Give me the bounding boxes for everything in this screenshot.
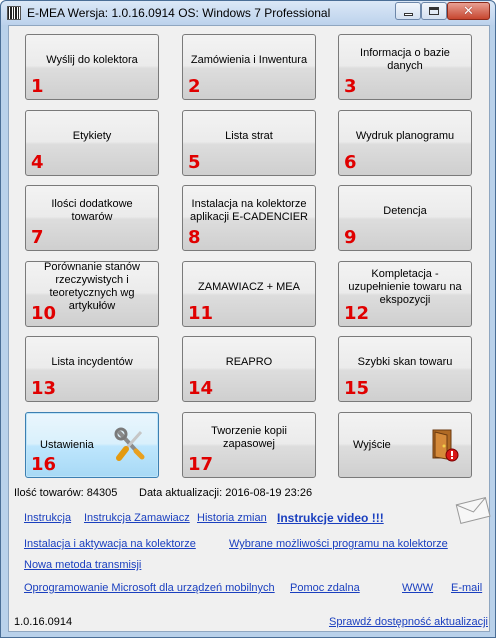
tile-number: 8 [188,227,201,248]
tile-label: Kompletacja - uzupełnienie towaru na ekspozycji [348,267,462,306]
maximize-button[interactable] [421,2,447,20]
link-pomoc-zdalna[interactable]: Pomoc zdalna [290,582,360,594]
tile-reapro-button[interactable] [182,336,316,402]
tile-label: REAPRO [225,355,273,368]
tile-label: Lista incydentów [51,355,133,368]
tile-label: Etykiety [72,129,112,142]
tile-informacja-o-bazie-danych-button[interactable] [338,34,472,100]
tile-label: Wyjście [353,438,391,451]
tile-number: 3 [344,76,357,97]
link-instrukcja[interactable]: Instrukcja [24,512,72,524]
link-nowa-metoda-transmisji[interactable]: Nowa metoda transmisji [24,559,142,571]
version-label: 1.0.16.0914 [14,616,73,628]
envelope-icon[interactable] [455,495,491,525]
tile-number: 9 [344,227,357,248]
tile-lista-strat-button[interactable] [182,110,316,176]
tile-detencja-button[interactable] [338,185,472,251]
tile-number: 5 [188,152,201,173]
tile-label: Lista strat [225,129,273,142]
close-button[interactable] [447,2,490,20]
tile-label: Ilości dodatkowe towarów [51,198,133,223]
link-mozliwosci-programu[interactable]: Wybrane możliwości programu na kolektorze [229,538,448,550]
tile-label: Informacja o bazie danych [360,47,450,72]
link-email[interactable]: E-mail [451,582,483,594]
minimize-button[interactable] [395,2,421,20]
close-icon: ✕ [463,3,474,19]
tile-label: Porównanie stanów rzeczywistych i teoretycznych wg artykułów [43,261,140,312]
tile-etykiety-button[interactable] [25,110,159,176]
tile-number: 15 [344,378,370,399]
tile-zamowienia-i-inwentura-button[interactable] [182,34,316,100]
minimize-icon [404,13,413,16]
tile-tworzenie-kopii-zapasowej-button[interactable] [182,412,316,478]
tile-label: Instalacja na kolektorze aplikacji E-CADENCIER [190,198,308,223]
exit-door-icon [427,427,461,463]
tile-number: 4 [31,152,44,173]
tile-number: 6 [344,152,357,173]
tile-number: 13 [31,378,57,399]
link-check-update[interactable]: Sprawdź dostępność aktualizacji [329,616,488,628]
link-historia-zmian[interactable]: Historia zmian [197,512,267,524]
link-instrukcje-video[interactable]: Instrukcje video !!! [277,511,384,525]
tile-lista-incydentow-button[interactable] [25,336,159,402]
tile-label: Tworzenie kopii zapasowej [211,425,287,450]
tile-wyjscie-button[interactable] [338,412,472,478]
update-date: Data aktualizacji: 2016-08-19 23:26 [139,487,313,499]
tile-label: Szybki skan towaru [357,355,453,368]
tile-number: 10 [31,303,57,324]
tile-number: 12 [344,303,370,324]
tile-wydruk-planogramu-button[interactable] [338,110,472,176]
tile-szybki-skan-towaru-button[interactable] [338,336,472,402]
tile-label: Ustawienia [40,438,94,451]
title-bar[interactable] [1,1,495,25]
tile-label: Wydruk planogramu [355,129,455,142]
tile-number: 11 [188,303,214,324]
tools-icon [114,427,148,463]
tile-porownanie-stanow-rzeczywistych-i-teoret-button[interactable] [25,261,159,327]
tile-number: 1 [31,76,44,97]
window-title: E-MEA Wersja: 1.0.16.0914 OS: Windows 7 Professional [27,6,331,20]
app-barcode-icon [7,6,21,20]
tile-label: ZAMAWIACZ + MEA [198,280,300,293]
tile-kompletacja-uzupelnienie-towaru-na-ekspo-button[interactable] [338,261,472,327]
tile-zamawiacz-mea-button[interactable] [182,261,316,327]
tile-ilosci-dodatkowe-towarow-button[interactable] [25,185,159,251]
tile-ustawienia-button[interactable] [25,412,159,478]
maximize-icon [429,7,439,15]
tile-instalacja-na-kolektorze-aplikacji-e-cad-button[interactable] [182,185,316,251]
link-instrukcja-zamawiacz[interactable]: Instrukcja Zamawiacz [84,512,190,524]
tile-number: 17 [188,454,214,475]
link-oprogramowanie-microsoft[interactable]: Oprogramowanie Microsoft dla urządzeń mobilnych [24,582,275,594]
tile-number: 7 [31,227,44,248]
tile-number: 2 [188,76,201,97]
item-count: Ilość towarów: 84305 [14,487,118,499]
tile-label: Wyślij do kolektora [46,53,138,66]
tile-number: 16 [31,454,57,475]
tile-label: Detencja [383,204,427,217]
main-panel [8,25,490,632]
tile-label: Zamówienia i Inwentura [190,53,308,66]
tile-number: 14 [188,378,214,399]
link-www[interactable]: WWW [402,582,434,594]
link-instalacja-aktywacja[interactable]: Instalacja i aktywacja na kolektorze [24,538,196,550]
tile-wyslij-do-kolektora-button[interactable] [25,34,159,100]
